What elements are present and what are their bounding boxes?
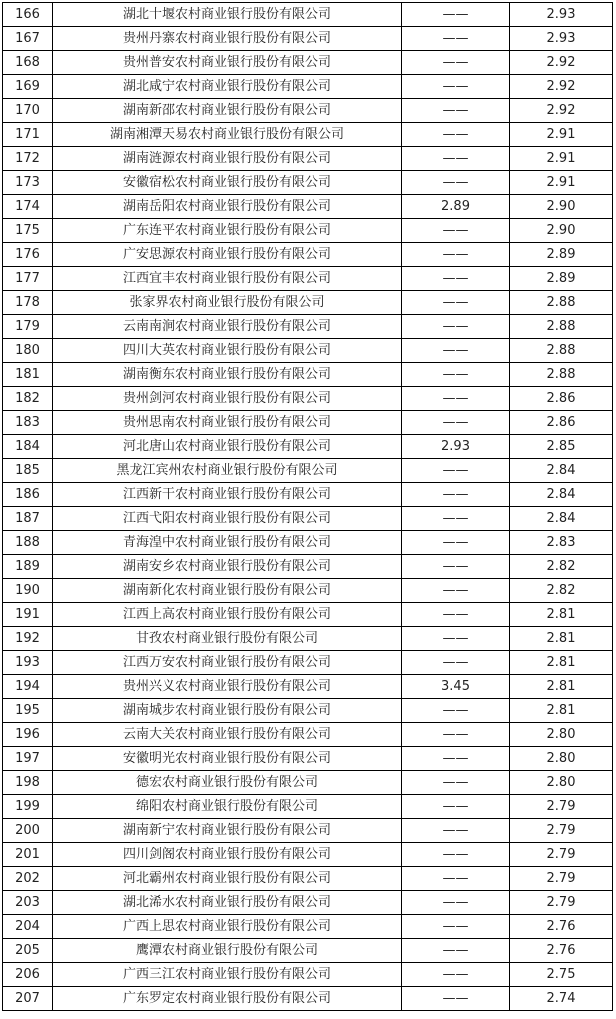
bank-name-cell: 黑龙江宾州农村商业银行股份有限公司 <box>53 459 402 483</box>
current-value-cell: 2.74 <box>510 987 613 1011</box>
current-value-cell: 2.83 <box>510 531 613 555</box>
table-row <box>3 891 613 915</box>
bank-name-cell: 四川剑阁农村商业银行股份有限公司 <box>53 843 402 867</box>
bank-name-cell: 德宏农村商业银行股份有限公司 <box>53 771 402 795</box>
previous-value-cell: 2.93 <box>402 435 510 459</box>
table-row <box>3 459 613 483</box>
bank-name-cell: 湖南安乡农村商业银行股份有限公司 <box>53 555 402 579</box>
bank-name-cell: 张家界农村商业银行股份有限公司 <box>53 291 402 315</box>
bank-name-cell: 广安思源农村商业银行股份有限公司 <box>53 243 402 267</box>
previous-value-cell: —— <box>402 3 510 27</box>
bank-name-cell: 绵阳农村商业银行股份有限公司 <box>53 795 402 819</box>
current-value-cell: 2.89 <box>510 267 613 291</box>
bank-name-cell: 鹰潭农村商业银行股份有限公司 <box>53 939 402 963</box>
bank-name-cell: 湖南湘潭天易农村商业银行股份有限公司 <box>53 123 402 147</box>
rank-cell: 183 <box>3 411 53 435</box>
table-row <box>3 723 613 747</box>
bank-name-cell: 河北唐山农村商业银行股份有限公司 <box>53 435 402 459</box>
bank-name-cell: 河北霸州农村商业银行股份有限公司 <box>53 867 402 891</box>
bank-name-cell: 广西上思农村商业银行股份有限公司 <box>53 915 402 939</box>
bank-name-cell: 湖南新化农村商业银行股份有限公司 <box>53 579 402 603</box>
current-value-cell: 2.79 <box>510 795 613 819</box>
current-value-cell: 2.76 <box>510 939 613 963</box>
table-row <box>3 483 613 507</box>
previous-value-cell: —— <box>402 219 510 243</box>
table-body <box>3 3 613 1011</box>
rank-cell: 190 <box>3 579 53 603</box>
rank-cell: 176 <box>3 243 53 267</box>
previous-value-cell: —— <box>402 747 510 771</box>
previous-value-cell: —— <box>402 459 510 483</box>
bank-name-cell: 广东连平农村商业银行股份有限公司 <box>53 219 402 243</box>
rank-cell: 205 <box>3 939 53 963</box>
previous-value-cell: —— <box>402 483 510 507</box>
previous-value-cell: —— <box>402 843 510 867</box>
bank-name-cell: 安徽明光农村商业银行股份有限公司 <box>53 747 402 771</box>
previous-value-cell: —— <box>402 507 510 531</box>
rank-cell: 194 <box>3 675 53 699</box>
previous-value-cell: —— <box>402 411 510 435</box>
rank-cell: 181 <box>3 363 53 387</box>
previous-value-cell: —— <box>402 651 510 675</box>
table-row <box>3 291 613 315</box>
table-row <box>3 315 613 339</box>
rank-cell: 175 <box>3 219 53 243</box>
current-value-cell: 2.81 <box>510 675 613 699</box>
previous-value-cell: —— <box>402 699 510 723</box>
rank-cell: 200 <box>3 819 53 843</box>
table-row <box>3 267 613 291</box>
previous-value-cell: —— <box>402 555 510 579</box>
rank-cell: 168 <box>3 51 53 75</box>
bank-name-cell: 湖南涟源农村商业银行股份有限公司 <box>53 147 402 171</box>
current-value-cell: 2.80 <box>510 771 613 795</box>
previous-value-cell: —— <box>402 627 510 651</box>
table-row <box>3 843 613 867</box>
previous-value-cell: —— <box>402 243 510 267</box>
rank-cell: 174 <box>3 195 53 219</box>
rank-cell: 180 <box>3 339 53 363</box>
bank-name-cell: 贵州剑河农村商业银行股份有限公司 <box>53 387 402 411</box>
rank-cell: 203 <box>3 891 53 915</box>
current-value-cell: 2.90 <box>510 219 613 243</box>
rank-cell: 182 <box>3 387 53 411</box>
current-value-cell: 2.79 <box>510 867 613 891</box>
rank-cell: 184 <box>3 435 53 459</box>
table-row <box>3 123 613 147</box>
current-value-cell: 2.84 <box>510 459 613 483</box>
rank-cell: 172 <box>3 147 53 171</box>
current-value-cell: 2.79 <box>510 843 613 867</box>
bank-name-cell: 江西新干农村商业银行股份有限公司 <box>53 483 402 507</box>
current-value-cell: 2.86 <box>510 387 613 411</box>
rank-cell: 177 <box>3 267 53 291</box>
previous-value-cell: —— <box>402 891 510 915</box>
current-value-cell: 2.81 <box>510 699 613 723</box>
current-value-cell: 2.80 <box>510 747 613 771</box>
current-value-cell: 2.80 <box>510 723 613 747</box>
bank-name-cell: 贵州思南农村商业银行股份有限公司 <box>53 411 402 435</box>
table-row <box>3 579 613 603</box>
previous-value-cell: —— <box>402 939 510 963</box>
table-row <box>3 555 613 579</box>
rank-cell: 186 <box>3 483 53 507</box>
bank-name-cell: 贵州丹寨农村商业银行股份有限公司 <box>53 27 402 51</box>
previous-value-cell: —— <box>402 51 510 75</box>
rank-cell: 169 <box>3 75 53 99</box>
current-value-cell: 2.92 <box>510 51 613 75</box>
table-row <box>3 819 613 843</box>
rank-cell: 201 <box>3 843 53 867</box>
table-row <box>3 531 613 555</box>
rank-cell: 202 <box>3 867 53 891</box>
table-row <box>3 171 613 195</box>
bank-name-cell: 四川大英农村商业银行股份有限公司 <box>53 339 402 363</box>
bank-name-cell: 云南南涧农村商业银行股份有限公司 <box>53 315 402 339</box>
bank-name-cell: 贵州兴义农村商业银行股份有限公司 <box>53 675 402 699</box>
current-value-cell: 2.86 <box>510 411 613 435</box>
rank-cell: 192 <box>3 627 53 651</box>
current-value-cell: 2.93 <box>510 3 613 27</box>
table-row <box>3 339 613 363</box>
previous-value-cell: —— <box>402 147 510 171</box>
current-value-cell: 2.84 <box>510 507 613 531</box>
rank-cell: 197 <box>3 747 53 771</box>
previous-value-cell: —— <box>402 387 510 411</box>
table-row <box>3 795 613 819</box>
bank-name-cell: 甘孜农村商业银行股份有限公司 <box>53 627 402 651</box>
current-value-cell: 2.91 <box>510 147 613 171</box>
previous-value-cell: —— <box>402 99 510 123</box>
previous-value-cell: —— <box>402 75 510 99</box>
table-row <box>3 195 613 219</box>
bank-name-cell: 湖南城步农村商业银行股份有限公司 <box>53 699 402 723</box>
current-value-cell: 2.82 <box>510 555 613 579</box>
table-row <box>3 603 613 627</box>
bank-name-cell: 广西三江农村商业银行股份有限公司 <box>53 963 402 987</box>
bank-name-cell: 广东罗定农村商业银行股份有限公司 <box>53 987 402 1011</box>
rank-cell: 179 <box>3 315 53 339</box>
bank-name-cell: 江西弋阳农村商业银行股份有限公司 <box>53 507 402 531</box>
current-value-cell: 2.81 <box>510 651 613 675</box>
rank-cell: 195 <box>3 699 53 723</box>
table-row <box>3 51 613 75</box>
rank-cell: 188 <box>3 531 53 555</box>
bank-name-cell: 云南大关农村商业银行股份有限公司 <box>53 723 402 747</box>
current-value-cell: 2.91 <box>510 171 613 195</box>
table-row <box>3 627 613 651</box>
bank-name-cell: 江西宜丰农村商业银行股份有限公司 <box>53 267 402 291</box>
previous-value-cell: —— <box>402 123 510 147</box>
bank-name-cell: 安徽宿松农村商业银行股份有限公司 <box>53 171 402 195</box>
previous-value-cell: —— <box>402 795 510 819</box>
rank-cell: 198 <box>3 771 53 795</box>
previous-value-cell: —— <box>402 819 510 843</box>
rank-cell: 191 <box>3 603 53 627</box>
rank-cell: 206 <box>3 963 53 987</box>
previous-value-cell: —— <box>402 987 510 1011</box>
bank-name-cell: 江西万安农村商业银行股份有限公司 <box>53 651 402 675</box>
bank-name-cell: 青海湟中农村商业银行股份有限公司 <box>53 531 402 555</box>
table-row <box>3 75 613 99</box>
table-row <box>3 243 613 267</box>
previous-value-cell: —— <box>402 339 510 363</box>
previous-value-cell: —— <box>402 531 510 555</box>
rank-cell: 199 <box>3 795 53 819</box>
rank-cell: 196 <box>3 723 53 747</box>
table-row <box>3 147 613 171</box>
rank-cell: 193 <box>3 651 53 675</box>
bank-name-cell: 湖南新宁农村商业银行股份有限公司 <box>53 819 402 843</box>
previous-value-cell: —— <box>402 963 510 987</box>
previous-value-cell: —— <box>402 771 510 795</box>
current-value-cell: 2.90 <box>510 195 613 219</box>
previous-value-cell: 2.89 <box>402 195 510 219</box>
bank-name-cell: 湖北咸宁农村商业银行股份有限公司 <box>53 75 402 99</box>
table-row <box>3 747 613 771</box>
current-value-cell: 2.91 <box>510 123 613 147</box>
previous-value-cell: —— <box>402 579 510 603</box>
table-row <box>3 435 613 459</box>
current-value-cell: 2.84 <box>510 483 613 507</box>
current-value-cell: 2.88 <box>510 315 613 339</box>
current-value-cell: 2.75 <box>510 963 613 987</box>
current-value-cell: 2.79 <box>510 819 613 843</box>
previous-value-cell: —— <box>402 315 510 339</box>
table-row <box>3 987 613 1011</box>
bank-name-cell: 湖北浠水农村商业银行股份有限公司 <box>53 891 402 915</box>
previous-value-cell: —— <box>402 267 510 291</box>
table-row <box>3 867 613 891</box>
rank-cell: 204 <box>3 915 53 939</box>
bank-name-cell: 湖南岳阳农村商业银行股份有限公司 <box>53 195 402 219</box>
current-value-cell: 2.79 <box>510 891 613 915</box>
table-row <box>3 507 613 531</box>
table-row <box>3 387 613 411</box>
previous-value-cell: —— <box>402 171 510 195</box>
current-value-cell: 2.85 <box>510 435 613 459</box>
table-row <box>3 915 613 939</box>
table-row <box>3 699 613 723</box>
bank-name-cell: 湖南新邵农村商业银行股份有限公司 <box>53 99 402 123</box>
bank-name-cell: 江西上高农村商业银行股份有限公司 <box>53 603 402 627</box>
current-value-cell: 2.81 <box>510 603 613 627</box>
table-row <box>3 411 613 435</box>
bank-ranking-table <box>2 2 613 1011</box>
rank-cell: 167 <box>3 27 53 51</box>
rank-cell: 185 <box>3 459 53 483</box>
rank-cell: 187 <box>3 507 53 531</box>
current-value-cell: 2.81 <box>510 627 613 651</box>
table-row <box>3 963 613 987</box>
previous-value-cell: —— <box>402 291 510 315</box>
current-value-cell: 2.89 <box>510 243 613 267</box>
rank-cell: 189 <box>3 555 53 579</box>
rank-cell: 170 <box>3 99 53 123</box>
table-row <box>3 219 613 243</box>
rank-cell: 166 <box>3 3 53 27</box>
previous-value-cell: 3.45 <box>402 675 510 699</box>
rank-cell: 173 <box>3 171 53 195</box>
current-value-cell: 2.88 <box>510 291 613 315</box>
current-value-cell: 2.82 <box>510 579 613 603</box>
rank-cell: 207 <box>3 987 53 1011</box>
previous-value-cell: —— <box>402 867 510 891</box>
bank-name-cell: 贵州普安农村商业银行股份有限公司 <box>53 51 402 75</box>
table-row <box>3 3 613 27</box>
current-value-cell: 2.88 <box>510 363 613 387</box>
current-value-cell: 2.92 <box>510 75 613 99</box>
current-value-cell: 2.76 <box>510 915 613 939</box>
table-row <box>3 939 613 963</box>
rank-cell: 178 <box>3 291 53 315</box>
table-row <box>3 99 613 123</box>
table-row <box>3 27 613 51</box>
table-row <box>3 771 613 795</box>
current-value-cell: 2.92 <box>510 99 613 123</box>
table-row <box>3 363 613 387</box>
rank-cell: 171 <box>3 123 53 147</box>
previous-value-cell: —— <box>402 915 510 939</box>
current-value-cell: 2.88 <box>510 339 613 363</box>
previous-value-cell: —— <box>402 363 510 387</box>
table-row <box>3 651 613 675</box>
table-row <box>3 675 613 699</box>
bank-name-cell: 湖南衡东农村商业银行股份有限公司 <box>53 363 402 387</box>
bank-name-cell: 湖北十堰农村商业银行股份有限公司 <box>53 3 402 27</box>
previous-value-cell: —— <box>402 723 510 747</box>
previous-value-cell: —— <box>402 603 510 627</box>
previous-value-cell: —— <box>402 27 510 51</box>
current-value-cell: 2.93 <box>510 27 613 51</box>
